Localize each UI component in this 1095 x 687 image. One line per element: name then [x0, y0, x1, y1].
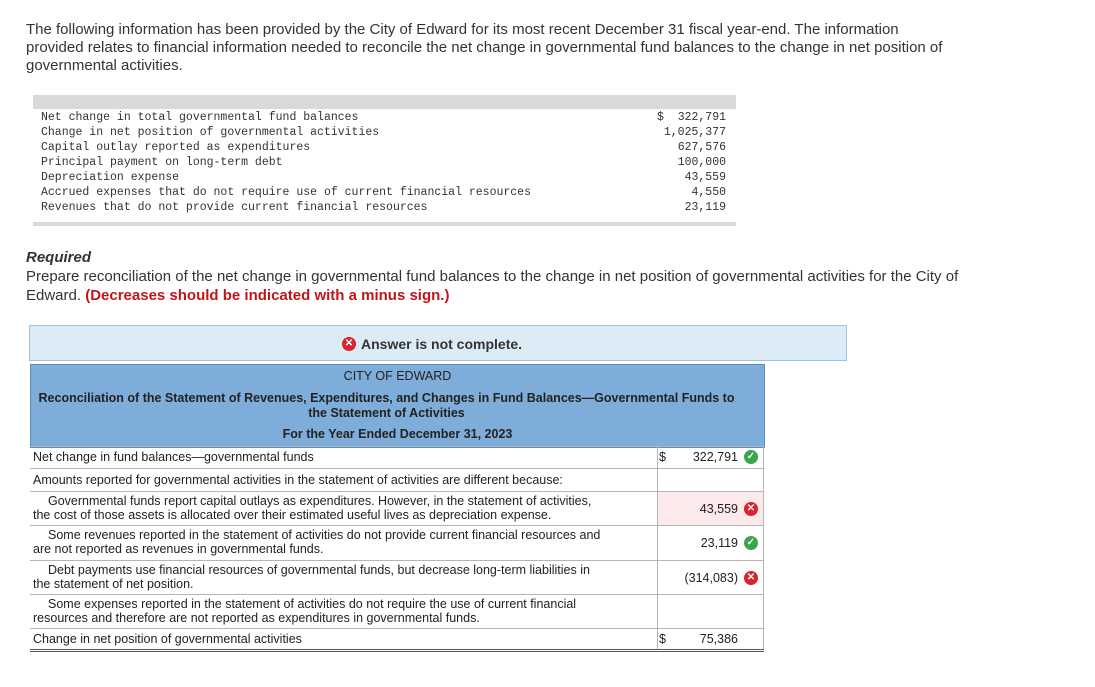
required-instructions — [26, 267, 986, 305]
given-label: Change in net position of governmental activities — [41, 126, 380, 139]
given-label: Principal payment on long-term debt — [41, 156, 283, 169]
currency-symbol: $ — [659, 450, 666, 464]
given-data-table — [33, 95, 736, 226]
given-value: 1,025,377 — [663, 126, 726, 139]
row-label: Change in net position of governmental activities — [33, 632, 302, 646]
row-label-line1: Debt payments use financial resources of governmental funds, but decrease long-term liabilities in — [48, 563, 590, 577]
given-row — [33, 125, 736, 140]
row-label: Net change in fund balances—governmental funds — [33, 450, 314, 464]
entity-name: CITY OF EDWARD — [343, 369, 452, 383]
row-label: Amounts reported for governmental activities in the statement of activities are different because: — [33, 473, 563, 487]
given-row — [33, 140, 736, 155]
row-label-line2: the cost of those assets is allocated over their estimated useful lives as depreciation expense. — [33, 508, 552, 522]
correct-check-icon: ✓ — [744, 536, 758, 550]
amount-input[interactable]: 23,119 — [700, 536, 738, 550]
table-row — [30, 492, 764, 526]
given-row — [33, 170, 736, 185]
required-text: Prepare reconciliation of the net change in governmental fund balances to the change in net position of governmental activities for the City of Edward. — [26, 268, 959, 304]
statement-period: For the Year Ended December 31, 2023 — [282, 427, 513, 441]
row-label-line1: Governmental funds report capital outlays as expenditures. However, in the statement of activities, — [48, 494, 592, 508]
reconciliation-table — [30, 446, 764, 652]
given-table-footer-bar — [33, 222, 736, 226]
given-row — [33, 110, 736, 125]
incorrect-x-icon: ✕ — [744, 502, 758, 516]
intro-paragraph: The following information has been provided by the City of Edward for its most recent December 31 fiscal year-end. The information provided relates to financial information needed to reconcile the net change in governmental fund balances to the change in net position of governmental activities. — [26, 21, 943, 74]
given-value: 627,576 — [677, 141, 726, 154]
given-label: Net change in total governmental fund balances — [41, 111, 359, 124]
table-row — [30, 446, 764, 469]
given-label: Depreciation expense — [41, 171, 180, 184]
row-label-line2: the statement of net position. — [33, 577, 194, 591]
row-label-line1: Some revenues reported in the statement of activities do not provide current financial resources and — [48, 528, 601, 542]
table-row-total — [30, 629, 764, 652]
given-value: 100,000 — [677, 156, 726, 169]
row-label-line2: resources and therefore are not reported as expenditures in governmental funds. — [33, 611, 480, 625]
required-title: Required — [26, 249, 92, 266]
table-row — [30, 469, 764, 492]
row-label-line2: are not reported as revenues in governmental funds. — [33, 542, 324, 556]
incorrect-x-icon: ✕ — [342, 337, 356, 351]
given-value: 23,119 — [684, 201, 726, 214]
given-row — [33, 155, 736, 170]
given-label: Accrued expenses that do not require use of current financial resources — [41, 186, 531, 199]
amount-input[interactable]: (314,083) — [684, 571, 738, 585]
amount-input[interactable]: 43,559 — [699, 502, 738, 516]
given-table-header-bar — [33, 95, 736, 109]
given-value: 4,550 — [691, 186, 726, 199]
statement-header — [30, 364, 765, 448]
answer-status-banner — [29, 325, 847, 361]
table-row — [30, 595, 764, 629]
given-row — [33, 185, 736, 200]
given-label: Capital outlay reported as expenditures — [41, 141, 311, 154]
incorrect-x-icon: ✕ — [744, 571, 758, 585]
amount-input[interactable]: 75,386 — [699, 632, 738, 646]
given-row — [33, 200, 736, 215]
correct-check-icon: ✓ — [744, 450, 758, 464]
row-label-line1: Some expenses reported in the statement of activities do not require the use of current financial — [48, 597, 577, 611]
given-label: Revenues that do not provide current financial resources — [41, 201, 428, 214]
table-row — [30, 526, 764, 561]
currency-symbol: $ — [659, 632, 666, 646]
table-row — [30, 561, 764, 595]
given-value: 43,559 — [684, 171, 726, 184]
given-value: $ 322,791 — [656, 111, 726, 124]
banner-text: Answer is not complete. — [361, 336, 523, 352]
minus-sign-note: (Decreases should be indicated with a minus sign.) — [85, 287, 450, 304]
amount-input[interactable]: 322,791 — [692, 450, 738, 464]
statement-title: Reconciliation of the Statement of Revenues, Expenditures, and Changes in Fund Balances—Governmental Funds to the Statement of Activities — [38, 391, 735, 420]
